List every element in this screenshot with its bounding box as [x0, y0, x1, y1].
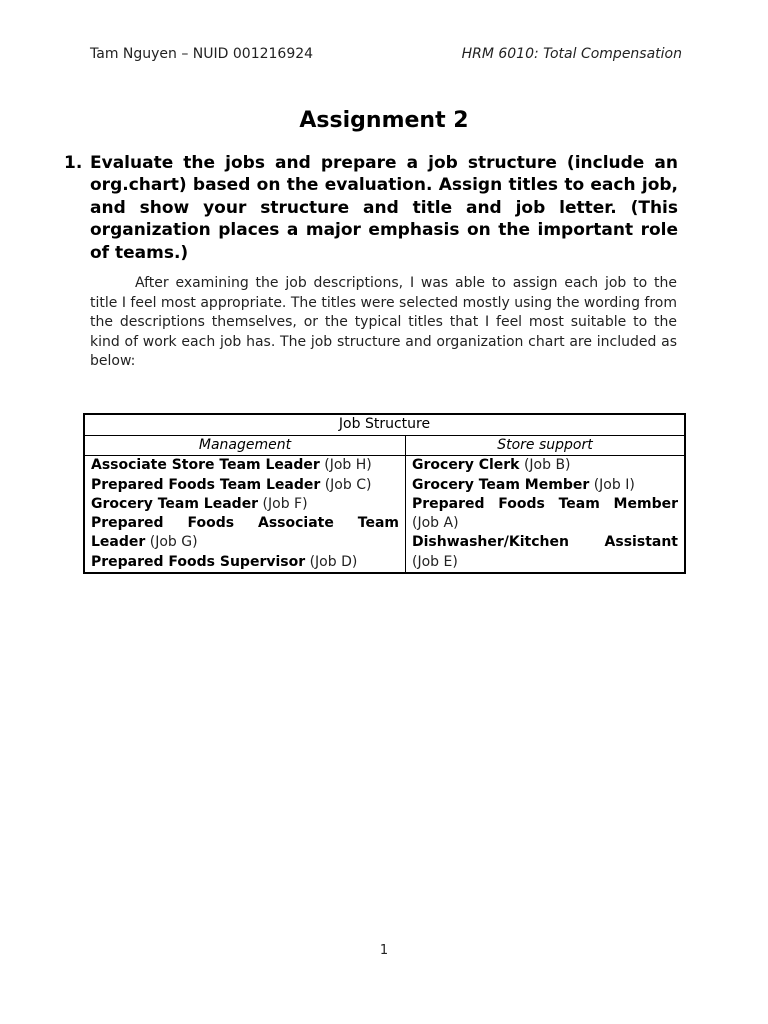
job-letter: (Job A) — [412, 515, 459, 532]
job-structure-table — [83, 413, 686, 574]
job-letter: (Job C) — [324, 476, 372, 493]
job-title: Prepared Foods Team Leader — [91, 476, 321, 493]
list-item — [412, 533, 678, 572]
job-letter: (Job D) — [309, 553, 358, 570]
list-item — [412, 495, 678, 534]
question-1 — [64, 152, 678, 264]
job-title: Prepared Foods Associate Team Leader — [91, 515, 399, 551]
job-title: Associate Store Team Leader — [91, 457, 320, 474]
list-item — [91, 514, 399, 553]
list-item — [91, 476, 399, 495]
header-author: Tam Nguyen – NUID 001216924 — [90, 46, 314, 62]
job-letter: (Job H) — [324, 457, 372, 474]
header-course: HRM 6010: Total Compensation — [461, 46, 682, 62]
management-column-header: Management — [84, 436, 406, 456]
store-support-column-header: Store support — [406, 436, 686, 456]
question-number: 1. — [64, 153, 83, 173]
list-item — [91, 456, 399, 475]
list-item — [91, 553, 399, 572]
question-text: Evaluate the jobs and prepare a job structure (include an org.chart) based on the evaluation. Assign titles to each job, and show your structure and title and job letter. (This organization places a major emphasis on the important role of teams.) — [90, 153, 678, 263]
answer-paragraph: After examining the job descriptions, I was able to assign each job to the title I feel most appropriate. The titles were selected mostly using the wording from the descriptions themselves, or the typical titles that I feel most suitable to the kind of work each job has. The job structure and organization chart are included as below: — [90, 275, 677, 369]
job-letter: (Job E) — [412, 553, 458, 570]
job-title: Grocery Team Member — [412, 476, 590, 493]
job-title: Prepared Foods Supervisor — [91, 553, 306, 570]
job-letter: (Job F) — [262, 495, 308, 512]
job-title: Grocery Team Leader — [91, 495, 259, 512]
job-letter: (Job I) — [593, 476, 635, 493]
table-caption: Job Structure — [84, 414, 685, 436]
job-letter: (Job G) — [149, 534, 198, 551]
management-cell — [84, 456, 406, 573]
list-item — [412, 476, 678, 495]
store-support-cell — [406, 456, 686, 573]
job-letter: (Job B) — [523, 457, 571, 474]
page-number: 1 — [379, 943, 389, 958]
job-title: Dishwasher/Kitchen Assistant — [412, 534, 678, 551]
list-item — [412, 456, 678, 475]
job-title: Grocery Clerk — [412, 457, 520, 474]
list-item — [91, 495, 399, 514]
document-title: Assignment 2 — [299, 108, 469, 133]
job-title: Prepared Foods Team Member — [412, 495, 678, 512]
